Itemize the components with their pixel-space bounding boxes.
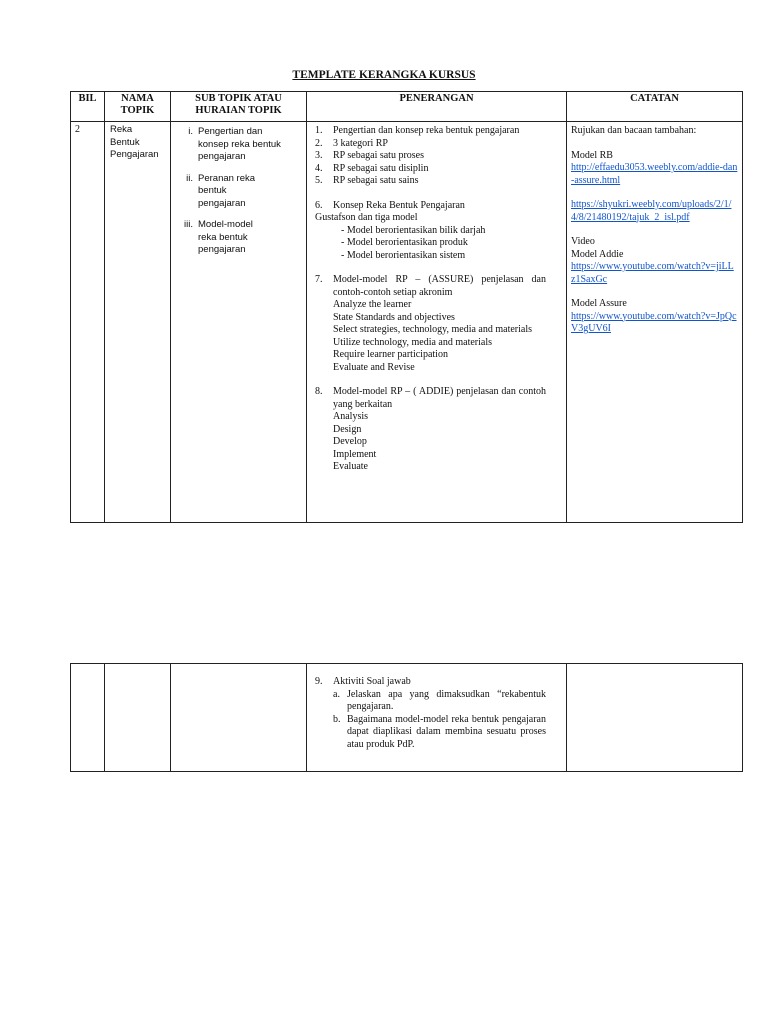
bil-cell: 2 xyxy=(71,122,105,523)
empty-cell xyxy=(105,664,171,772)
list-item xyxy=(315,150,546,163)
empty-cell xyxy=(171,664,307,772)
assure-step: Evaluate and Revise xyxy=(333,361,415,373)
activity-cell xyxy=(307,664,567,772)
item-number: 2. xyxy=(315,137,323,149)
item-text: Jelaskan apa yang dimaksudkan “rekabentuk pengajaran. xyxy=(347,688,546,712)
gustafson-model: - Model berorientasikan bilik darjah xyxy=(341,224,486,236)
link-effaedu[interactable]: http://effaedu3053.weebly.com/addie-dan-assure.html xyxy=(571,162,738,186)
addie-step: Design xyxy=(333,423,362,435)
catatan-cell xyxy=(567,122,743,523)
item-text: Pengertian dan konsep reka bentuk pengajaran xyxy=(333,125,520,136)
addie-step: Evaluate xyxy=(333,461,368,472)
gustafson-model: - Model berorientasikan produk xyxy=(341,237,468,248)
list-item xyxy=(315,386,546,411)
topik-line: Bentuk xyxy=(110,136,140,148)
item-number: 4. xyxy=(315,162,323,174)
link-assure-video[interactable]: https://www.youtube.com/watch?v=JpQcV3gUV6I xyxy=(571,310,737,334)
header-penerangan: PENERANGAN xyxy=(307,92,567,122)
sub-topik-item xyxy=(175,126,302,164)
table-row xyxy=(71,122,743,523)
gustafson-line: Gustafson dan tiga model xyxy=(315,212,418,223)
item-number: 3. xyxy=(315,150,323,161)
model-rb-label: Model RB xyxy=(571,149,613,161)
model-addie-label: Model Addie xyxy=(571,248,624,260)
list-item xyxy=(315,138,546,151)
item-number: 9. xyxy=(315,676,323,687)
assure-step: Require learner participation xyxy=(333,349,448,360)
item-text: Aktiviti Soal jawab xyxy=(333,676,411,687)
list-item xyxy=(315,175,546,188)
empty-cell xyxy=(567,664,743,772)
item-text: Model-model RP – (ASSURE) penjelasan dan contoh-contoh setiap akronim xyxy=(333,274,546,298)
item-number: 1. xyxy=(315,125,323,136)
question-item xyxy=(315,689,546,714)
list-item xyxy=(315,163,546,176)
addie-step: Develop xyxy=(333,436,367,447)
header-bil: BIL xyxy=(71,92,105,122)
sub-topik-item xyxy=(175,173,302,211)
item-text: 3 kategori RP xyxy=(333,137,388,149)
item-text: Konsep Reka Bentuk Pengajaran xyxy=(333,199,465,211)
model-assure-label: Model Assure xyxy=(571,298,627,309)
addie-step: Analysis xyxy=(333,411,368,422)
link-addie-video[interactable]: https://www.youtube.com/watch?v=jiLLz1SaxGc xyxy=(571,261,734,285)
assure-step: Utilize technology, media and materials xyxy=(333,336,493,348)
item-number: 6. xyxy=(315,199,323,211)
item-number: i. xyxy=(188,126,193,137)
assure-step: Select strategies, technology, media and materials xyxy=(333,324,533,335)
topik-line: Pengajaran xyxy=(110,149,159,160)
item-number: 7. xyxy=(315,274,323,285)
table-header-row xyxy=(71,92,743,122)
catatan-intro: Rujukan dan bacaan tambahan: xyxy=(571,125,697,136)
item-number: 5. xyxy=(315,175,323,186)
list-item xyxy=(315,676,546,689)
gustafson-model: - Model berorientasikan sistem xyxy=(341,249,466,261)
header-sub-topik: SUB TOPIK ATAU HURAIAN TOPIK xyxy=(171,92,307,122)
item-text: Model-model reka bentuk pengajaran xyxy=(198,219,253,255)
item-number: iii. xyxy=(184,219,193,230)
item-text: RP sebagai satu proses xyxy=(333,150,425,161)
course-framework-table xyxy=(70,91,743,523)
video-label: Video xyxy=(571,236,595,247)
addie-step: Implement xyxy=(333,448,377,460)
list-item xyxy=(315,125,546,138)
table-row xyxy=(71,664,743,772)
item-letter: b. xyxy=(333,713,341,725)
list-item xyxy=(315,274,546,299)
item-number: 8. xyxy=(315,386,323,397)
question-item xyxy=(315,714,546,752)
item-letter: a. xyxy=(333,688,340,700)
item-text: Pengertian dan konsep reka bentuk pengajaran xyxy=(198,126,281,162)
item-text: RP sebagai satu disiplin xyxy=(333,162,429,174)
sub-topik-item xyxy=(175,219,302,257)
assure-step: State Standards and objectives xyxy=(333,311,455,323)
continuation-table xyxy=(70,663,743,772)
item-number: ii. xyxy=(186,172,193,184)
link-shyukri[interactable]: https://shyukri.weebly.com/uploads/2/1/4/8/21480192/tajuk_2_isl.pdf xyxy=(571,199,732,223)
nama-topik-cell xyxy=(105,122,171,523)
header-nama-topik: NAMA TOPIK xyxy=(105,92,171,122)
item-text: Bagaimana model-model reka bentuk pengajaran dapat diaplikasi dalam membina sesuatu proses atau produk PdP. xyxy=(347,713,546,750)
item-text: Model-model RP – ( ADDIE) penjelasan dan contoh yang berkaitan xyxy=(333,386,546,410)
item-text: Peranan reka bentuk pengajaran xyxy=(198,172,256,209)
header-catatan: CATATAN xyxy=(567,92,743,122)
topik-line: Reka xyxy=(110,124,133,135)
empty-cell xyxy=(71,664,105,772)
assure-step: Analyze the learner xyxy=(333,299,412,310)
list-item xyxy=(315,200,546,213)
penerangan-cell xyxy=(307,122,567,523)
item-text: RP sebagai satu sains xyxy=(333,175,419,186)
sub-topik-cell xyxy=(171,122,307,523)
document-title: TEMPLATE KERANGKA KURSUS xyxy=(292,69,476,81)
